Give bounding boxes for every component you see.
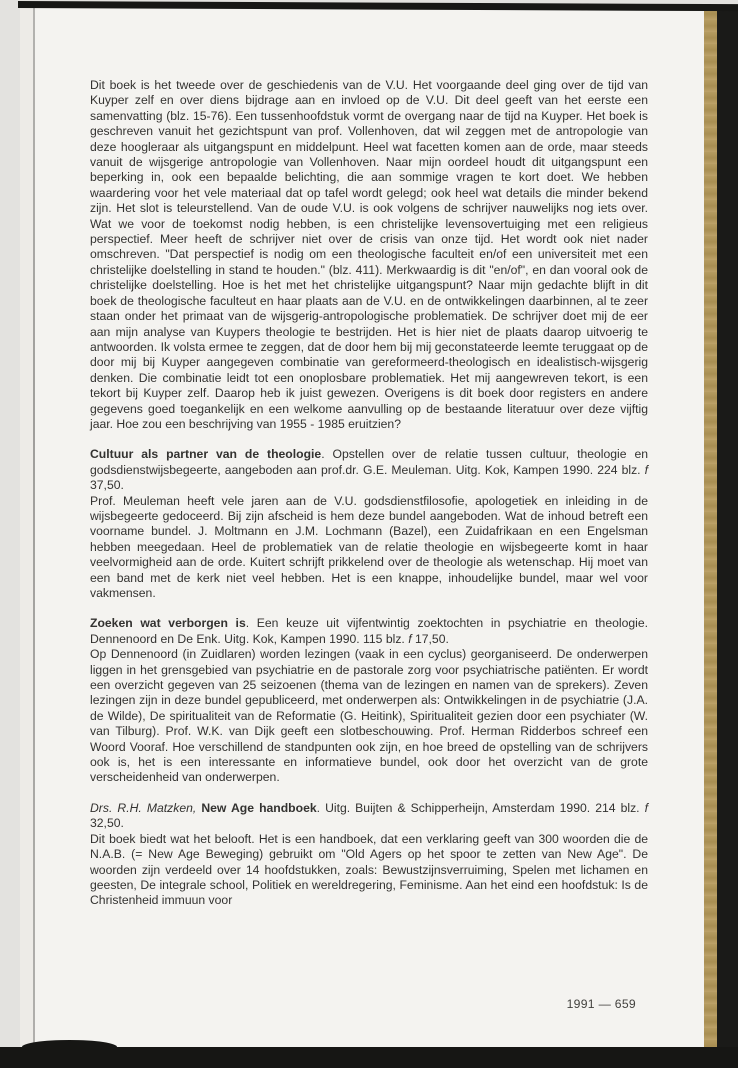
review-continuation-paragraph (90, 78, 648, 432)
scan-edge-right (717, 8, 738, 1068)
text-column (90, 78, 648, 909)
guilder-sign: f (644, 800, 648, 815)
entry-price: 37,50. (90, 478, 124, 493)
entry-review-text: Op Dennenoord (in Zuidlaren) worden lezingen (vaak in een cyclus) georganiseerd. De onderwerpen liggen in het grensgebied van psychiatrie en de pastorale zorg voor psychiatrische patiënten. Er wordt een overzicht gegeven van 25 seizoenen (thema van de lezingen en namen van de sprekers). Zeven lezingen zijn in deze bundel gepubliceerd, met onderwerpen als: Ontwikkelingen in de psychiatrie (J.A. de Wilde), De spiritualiteit van de Reformatie (G. Heitink), Spiritualiteit gezien door een psychiater (W. van Tilburg). Prof. W.K. van Dijk geeft een slotbeschouwing. Prof. Herman Ridderbos schreef een Woord Vooraf. Hoe verschillend de standpunten ook zijn, en hoe breed de opstelling van de schrijvers ook is, het is een interessante en informatieve bundel, ook door het overzicht van de grote verscheidenheid van onderwerpen. (90, 647, 648, 785)
entry-review-text: Prof. Meuleman heeft vele jaren aan de V.U. godsdienstfilosofie, apologetiek en inleiding in de wijsbegeerte gedoceerd. Bij zijn afscheid is hem deze bundel aangeboden. Wat de inhoud betreft een voorname bundel. J. Moltmann en J.M. Lochmann (Bazel), een Zuidafrikaan en een Engelsman hebben meegedaan. Heel de problematiek van de relatie theologie en wijsbegeerte komt in haar veelvormigheid aan de orde. Kuitert schrijft prikkelend over de theologie als wetenschap. Hij moet van een band met de kerk niet veel hebben. Het is een knappe, inhoudelijke bundel, maar wel voor vakmensen. (90, 493, 648, 600)
entry-bibliography (90, 801, 648, 832)
entry-title: Cultuur als partner van de theologie (90, 447, 322, 462)
review-continuation-text: Dit boek is het tweede over de geschiedenis van de V.U. Het voorgaande deel ging over de tijd van Kuyper zelf en over diens bijdrage aan en invloed op de V.U. Dit deel geeft van het eerste een samenvatting (blz. 15-76). Een tussenhoofdstuk vormt de overgang naar de tijd na Kuyper. Het boek is geschreven vanuit het gezichtspunt van prof. Vollenhoven, dat wil zeggen met de antropologie van deze hoogleraar als uitgangspunt en middelpunt. Heel wat facetten komen aan de orde, maar steeds vanuit de wijsgerige antropologie van Vollenhoven. Naar mijn oordeel houdt dit uitgangspunt een beperking in, ook een bepaalde belichting, die aan sommige vragen te kort doet. We hebben waardering voor het vele materiaal dat op tafel wordt gelegd; ook heel wat details die minder bekend zijn. Het slot is teleurstellend. Van de oude V.U. is ook volgens de schrijver nauwelijks nog iets over. Wat we voor de toekomst nodig hebben, is een christelijke levensovertuiging met een religieus perspectief. Meer heeft de schrijver niet over de crisis van onze tijd. Het wordt ook niet nader omschreven. "Dat perspectief is nodig om een theologische faculteit en/of een universiteit met een christelijke doelstelling in stand te houden." (blz. 411). Merkwaardig is dit "en/of", en dan vooral ook de christelijke doelstelling. Hoe is het met het christelijke uitgangspunt? Naar mijn gedachte blijft in dit boek de theologische faculteut en haar plaats aan de V.U. en de ontwikkelingen daarbinnen, al te zeer staan onder het primaat van de wijsgerig-antropologische problematiek. De schrijver doet mij de eer aan mijn analyse van Kuypers theologie te bestrijden. Het is hier niet de plaats daarop uitvoerig te antwoorden. Ik volsta ermee te zeggen, dat de door hem bij mij geconstateerde leemte teruggaat op de door mij bij Kuyper aangegeven combinatie van gereformeerd-theologisch en idealistisch-wijsgerig denken. Die combinatie leidt tot een onoplosbare problematiek. Het mij aangewreven tekort, is een tekort bij Kuyper zelf. Daarop heb ik juist gewezen. Overigens is dit boek door registers en andere gegevens goed toegankelijk en een welkome aanvulling op de bestaande literatuur over deze vijftig jaar. Hoe zou een beschrijving van 1955 - 1985 eruitzien? (90, 78, 648, 431)
guilder-sign: f (408, 631, 412, 646)
page-footer: 1991 — 659 (566, 997, 636, 1011)
entry-price: 17,50. (411, 631, 449, 646)
page-gutter-strip (20, 8, 33, 1048)
review-entry-cultuur (90, 447, 648, 601)
review-entry-zoeken (90, 616, 648, 785)
entry-title: New Age handboek (201, 800, 317, 815)
entry-bibliography (90, 616, 648, 647)
entry-author: Drs. R.H. Matzken, (90, 800, 202, 815)
entry-biblio-text: . Uitg. Buijten & Schipperheijn, Amsterdam 1990. 214 blz. (316, 800, 645, 815)
scan-edge-bottom (0, 1047, 738, 1068)
entry-bibliography (90, 447, 648, 493)
entry-biblio-text: . Opstellen over de relatie tussen cultuur, theologie en godsdienstwijsbegeerte, aangeboden aan prof.dr. G.E. Meuleman. Uitg. Kok, Kampen 1990. 224 blz. (90, 447, 648, 477)
page-edge-gilt (704, 8, 717, 1048)
entry-review-text: Dit boek biedt wat het belooft. Het is een handboek, dat een verklaring geeft van 300 woorden die de N.A.B. (= New Age Beweging) gebruikt om "Old Agers op het spoor te zetten van New Age". De woorden zijn verdeeld over 14 hoofdstukken, zoals: Bewustzijnsverruiming, Spelen met lichamen en geesten, De integrale school, Politiek en wereldregering, Feminisme. Aan het eind een hoofdstuk: Is de Christenheid immuun voor (90, 831, 648, 908)
guilder-sign: f (644, 462, 648, 477)
entry-biblio-text: . Een keuze uit vijfentwintig zoektochten in psychiatrie en theologie. Dennenoord en De Enk. Uitg. Kok, Kampen 1990. 115 blz. (90, 616, 649, 646)
entry-price: 32,50. (90, 816, 124, 831)
review-entry-new-age (90, 801, 648, 909)
entry-title: Zoeken wat verborgen is (90, 616, 246, 631)
page-fold-line (33, 8, 35, 1048)
